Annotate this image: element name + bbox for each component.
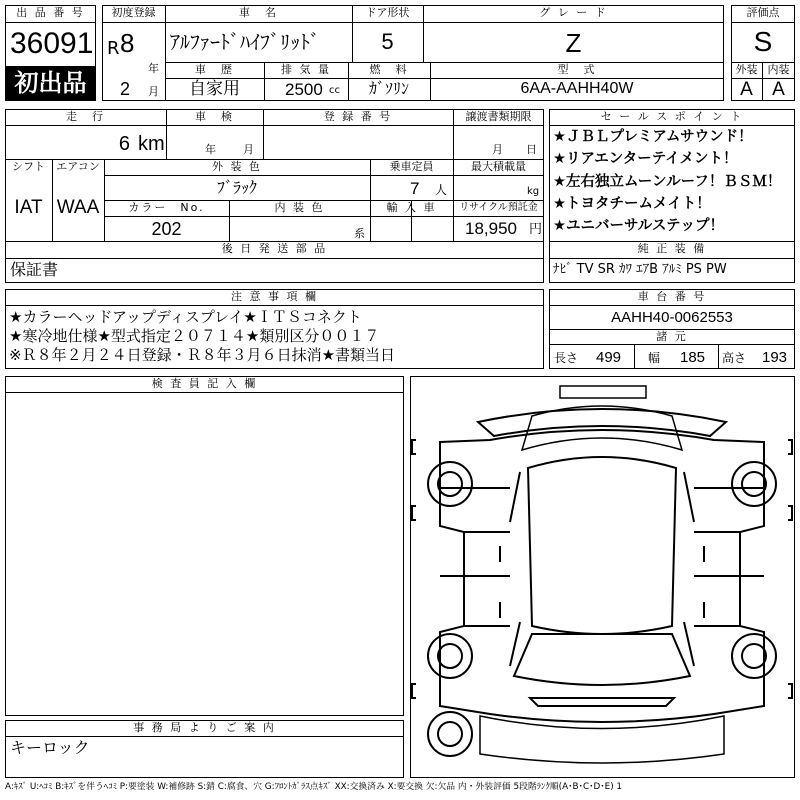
displacement-unit: cc [329,85,340,96]
car-name-label: 車 名 [239,6,278,19]
sales-points-label: セ ー ル ス ポ イ ン ト [600,110,744,123]
score-label: 評価点 [746,6,780,19]
fuel-value: ｶﾞｿﾘﾝ [368,79,409,98]
shift-label: シフト [12,160,45,173]
ac-value: WAA [56,197,100,218]
recycle-label: リサイクル預託金 [459,202,538,213]
transfer-month-unit: 月 [492,143,503,156]
exterior-label: 外装 [735,63,758,76]
model-label: 型 式 [557,63,597,76]
width-label: 幅 [648,351,661,365]
note-line: ★寒冷地仕様★型式指定２０７１４★類別区分００１７ [9,327,380,345]
inspection-year-unit: 年 [205,143,216,156]
later-parts-value: 保証書 [10,260,59,279]
displacement-label: 排 気 量 [281,63,331,76]
chassis-label: 車 台 番 号 [637,290,707,303]
exterior-grade: A [740,79,753,100]
load-label: 最大積載量 [471,160,526,173]
colorno-value: 202 [151,219,182,239]
lot-label: 出 品 番 号 [16,6,85,19]
color-label: 外 装 色 [212,160,262,173]
specs-label: 諸 元 [656,330,688,343]
interior-label: 内装 [767,63,790,76]
first-reg-label: 初度登録 [111,6,156,19]
notes-label: 注 意 事 項 欄 [231,290,318,303]
first-listing-badge: 初出品 [6,67,95,100]
later-parts-label: 後 日 発 送 部 品 [221,242,328,255]
history-value: 自家用 [189,79,240,99]
sales-point: ★左右独立ムーンルーフ！ＢＳＭ！ [553,174,782,190]
fuel-label: 燃 料 [369,63,409,76]
model-value: 6AA-AAHH40W [520,80,634,97]
inspection-label: 車 検 [195,110,234,123]
chassis-number: AAHH40-0062553 [611,309,733,326]
height-value: 193 [762,349,788,366]
car-damage-diagram [410,376,795,778]
width-value: 185 [680,349,706,366]
lot-number: 36091 [10,27,94,60]
office-label: 事 務 局 よ り ご 案 内 [133,721,276,734]
interior-grade: A [772,79,785,100]
colorno-label: カラー No. [128,201,205,214]
inspection-month-unit: 月 [243,143,254,156]
equipment-value: ﾅﾋﾞ TV SR ｶﾜ ｴｱB ｱﾙﾐ PS PW [553,262,727,277]
grade-value: Z [565,28,582,58]
capacity-unit: 人 [435,183,448,197]
equipment-label: 純 正 装 備 [637,242,707,255]
score-value: S [753,26,773,57]
import-label: 輸 入 車 [386,201,437,214]
shift-value: IAT [14,197,43,218]
recycle-value: 18,950 [465,219,517,238]
first-reg-month: 2 [120,79,131,99]
era: R [107,38,120,59]
office-note: キーロック [10,738,90,757]
mileage-unit: km [138,133,165,155]
capacity-label: 乗車定員 [389,160,434,173]
sales-point: ★リアエンターテイメント！ [553,151,738,167]
ac-label: エアコン [56,160,100,173]
month-unit: 月 [148,85,159,98]
interior-color-unit: 系 [354,227,365,240]
load-unit: kg [527,186,540,197]
mileage-label: 走 行 [66,110,105,123]
inspector-label: 検 査 員 記 入 欄 [151,377,258,390]
color-value: ﾌﾞﾗｯｸ [216,178,257,197]
note-line: ★カラーヘッドアップディスプレイ★ＩＴＳコネクト [9,308,362,326]
transfer-label: 譲渡書類期限 [465,110,532,123]
recycle-unit: 円 [529,222,543,237]
transfer-day-unit: 日 [526,143,537,156]
mileage-value: 6 [118,133,130,155]
note-line: ※Ｒ８年２月２４日登録・Ｒ８年３月６日抹消★書類当日 [9,346,396,364]
length-label: 長さ [554,351,579,365]
plate-label: 登 録 番 号 [323,110,393,123]
inspector-box [5,376,404,716]
doors-label: ドア形状 [365,6,410,19]
first-reg-year: 8 [120,28,135,58]
sales-point: ★ＪＢＬプレミアムサウンド！ [553,129,753,145]
sales-point: ★トヨタチームメイト！ [553,196,711,212]
history-label: 車 歴 [195,63,234,76]
sales-point: ★ユニバーサルステップ！ [553,218,725,234]
length-value: 499 [596,349,622,366]
grade-label: グ レ ー ド [539,6,608,19]
year-unit: 年 [148,62,159,75]
car-name: ｱﾙﾌｧｰﾄﾞﾊｲﾌﾞﾘｯﾄﾞ [170,30,320,54]
displacement-value: 2500 [285,80,323,99]
interior-color-label: 内 装 色 [274,201,325,214]
capacity-value: 7 [410,179,420,198]
doors-value: 5 [381,29,394,54]
height-label: 高さ [722,351,747,365]
legend-text: A:ｷｽﾞ U:ﾍｺﾐ B:ｷｽﾞを伴うﾍｺﾐ P:要塗装 W:補修跡 S:錆 C:腐食、穴 G:ﾌﾛﾝﾄｶﾞﾗｽ点ｷｽﾞ XX:交換済み X:要交換 欠:欠品 内・外装評価 5段階ﾗﾝｸ順(A･B･C･D･E) 1 [5,782,623,792]
